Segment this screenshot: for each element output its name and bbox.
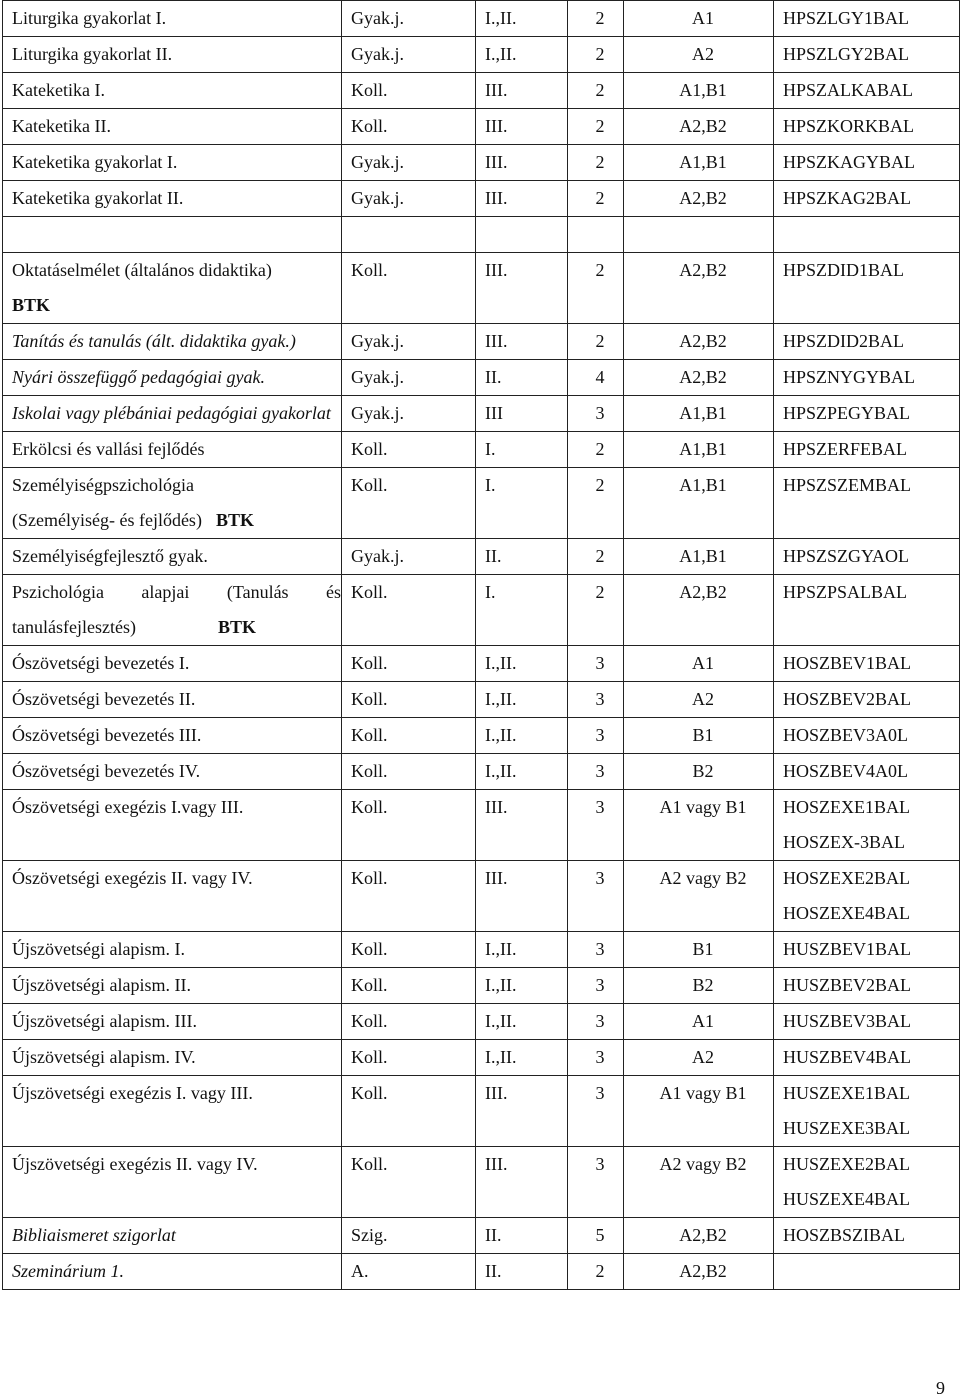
course-name: Ószövetségi bevezetés IV. — [3, 754, 342, 790]
course-code: HOSZEXE1BAL — [783, 797, 910, 817]
faculty-tag: BTK — [12, 295, 51, 315]
course-name: Liturgika gyakorlat I. — [3, 1, 342, 37]
course-name: Újszövetségi alapism. II. — [3, 968, 342, 1004]
course-credit: 2 — [568, 1, 624, 37]
course-credit: 3 — [568, 932, 624, 968]
course-group: A1,B1 — [624, 145, 774, 181]
course-type: Gyak.j. — [342, 145, 476, 181]
course-semester: I.,II. — [476, 1040, 568, 1076]
course-type: Gyak.j. — [342, 539, 476, 575]
course-credit: 2 — [568, 539, 624, 575]
course-code: HUSZEXE2BAL — [783, 1154, 910, 1174]
course-group: B1 — [624, 718, 774, 754]
course-group: A2 — [624, 1040, 774, 1076]
course-name: Kateketika gyakorlat II. — [3, 181, 342, 217]
empty-cell — [568, 217, 624, 253]
table-row — [3, 324, 960, 360]
course-name: Újszövetségi exegézis II. vagy IV. — [3, 1147, 342, 1218]
course-credit: 3 — [568, 1040, 624, 1076]
course-semester: III. — [476, 253, 568, 324]
course-code: HPSZNYGYBAL — [774, 360, 960, 396]
course-credit: 2 — [568, 468, 624, 539]
course-name: Pszichológia alapjai (Tanulás és — [12, 582, 341, 602]
empty-cell — [624, 217, 774, 253]
table-row — [3, 1076, 960, 1147]
table-row — [3, 432, 960, 468]
course-type: Gyak.j. — [342, 1, 476, 37]
course-credit: 2 — [568, 145, 624, 181]
course-name: Oktatáselmélet (általános didaktika) — [12, 260, 272, 280]
course-name: Liturgika gyakorlat II. — [3, 37, 342, 73]
course-semester: I.,II. — [476, 932, 568, 968]
course-semester: I.,II. — [476, 646, 568, 682]
empty-cell — [774, 217, 960, 253]
course-group: A2,B2 — [624, 253, 774, 324]
course-semester: I. — [476, 575, 568, 646]
empty-cell — [3, 217, 342, 253]
course-type: Koll. — [342, 682, 476, 718]
course-code-alt: HUSZEXE3BAL — [783, 1118, 910, 1138]
course-semester: I.,II. — [476, 1004, 568, 1040]
course-credit: 2 — [568, 1254, 624, 1290]
course-name: Ószövetségi exegézis I.vagy III. — [3, 790, 342, 861]
faculty-tag: BTK — [215, 510, 254, 530]
course-name: Bibliaismeret szigorlat — [3, 1218, 342, 1254]
spacer-row — [3, 217, 960, 253]
course-type: Koll. — [342, 754, 476, 790]
table-row — [3, 575, 960, 646]
course-name-cell — [3, 468, 342, 539]
course-name-cell — [3, 575, 342, 646]
course-code: HPSZDID2BAL — [774, 324, 960, 360]
course-credit: 3 — [568, 396, 624, 432]
course-type: Gyak.j. — [342, 360, 476, 396]
table-row — [3, 790, 960, 861]
course-group: A1,B1 — [624, 396, 774, 432]
course-name: Iskolai vagy plébániai pedagógiai gyakorlat — [3, 396, 342, 432]
course-credit: 2 — [568, 432, 624, 468]
table-row — [3, 968, 960, 1004]
table-row — [3, 109, 960, 145]
course-code: HOSZBEV2BAL — [774, 682, 960, 718]
course-credit: 3 — [568, 1147, 624, 1218]
table-row — [3, 932, 960, 968]
course-name-cell — [3, 253, 342, 324]
course-credit: 3 — [568, 790, 624, 861]
course-code: HPSZPEGYBAL — [774, 396, 960, 432]
course-semester: III — [476, 396, 568, 432]
table-row — [3, 1, 960, 37]
course-semester: III. — [476, 324, 568, 360]
course-name: Újszövetségi alapism. IV. — [3, 1040, 342, 1076]
course-code: HOSZEXE2BAL — [783, 868, 910, 888]
table-row — [3, 718, 960, 754]
course-name: Újszövetségi exegézis I. vagy III. — [3, 1076, 342, 1147]
course-type: A. — [342, 1254, 476, 1290]
course-code: HUSZBEV2BAL — [774, 968, 960, 1004]
course-type: Koll. — [342, 790, 476, 861]
course-code: HPSZALKABAL — [774, 73, 960, 109]
course-semester: I.,II. — [476, 37, 568, 73]
course-semester: I.,II. — [476, 718, 568, 754]
empty-cell — [476, 217, 568, 253]
course-group: A2 — [624, 37, 774, 73]
course-group: A2,B2 — [624, 1254, 774, 1290]
course-group: A2 vagy B2 — [624, 861, 774, 932]
course-code-alt: HOSZEX-3BAL — [783, 832, 905, 852]
course-name-line2: tanulásfejlesztés) — [12, 617, 136, 637]
course-type: Koll. — [342, 1040, 476, 1076]
course-group: A2,B2 — [624, 360, 774, 396]
course-code: HUSZEXE1BAL — [783, 1083, 910, 1103]
course-type: Koll. — [342, 932, 476, 968]
course-semester: I. — [476, 432, 568, 468]
course-semester: III. — [476, 181, 568, 217]
course-semester: I. — [476, 468, 568, 539]
course-group: A2 — [624, 682, 774, 718]
course-code: HPSZKAG2BAL — [774, 181, 960, 217]
table-row — [3, 1040, 960, 1076]
course-credit: 3 — [568, 682, 624, 718]
course-type: Koll. — [342, 1147, 476, 1218]
course-group: A1,B1 — [624, 73, 774, 109]
course-name: Személyiségfejlesztő gyak. — [3, 539, 342, 575]
course-type: Koll. — [342, 109, 476, 145]
course-credit: 2 — [568, 575, 624, 646]
course-credit: 2 — [568, 181, 624, 217]
course-name: Ószövetségi exegézis II. vagy IV. — [3, 861, 342, 932]
course-credit: 2 — [568, 109, 624, 145]
course-code: HPSZDID1BAL — [774, 253, 960, 324]
course-group: A1,B1 — [624, 468, 774, 539]
course-type: Koll. — [342, 968, 476, 1004]
table-row — [3, 396, 960, 432]
course-name: Kateketika II. — [3, 109, 342, 145]
course-type: Szig. — [342, 1218, 476, 1254]
course-code: HUSZBEV1BAL — [774, 932, 960, 968]
course-credit: 3 — [568, 968, 624, 1004]
table-row — [3, 682, 960, 718]
course-code: HPSZSZGYAOL — [774, 539, 960, 575]
course-semester: II. — [476, 1218, 568, 1254]
empty-cell — [342, 217, 476, 253]
course-type: Gyak.j. — [342, 181, 476, 217]
course-code: HPSZLGY2BAL — [774, 37, 960, 73]
course-name: Ószövetségi bevezetés I. — [3, 646, 342, 682]
course-code-alt: HOSZEXE4BAL — [783, 903, 910, 923]
course-code: HPSZERFEBAL — [774, 432, 960, 468]
table-row — [3, 37, 960, 73]
course-code-cell — [774, 861, 960, 932]
course-type: Koll. — [342, 253, 476, 324]
course-semester: II. — [476, 539, 568, 575]
course-name: Szeminárium 1. — [3, 1254, 342, 1290]
course-code: HPSZLGY1BAL — [774, 1, 960, 37]
course-code-cell — [774, 1076, 960, 1147]
course-semester: II. — [476, 360, 568, 396]
course-semester: I.,II. — [476, 754, 568, 790]
course-semester: III. — [476, 790, 568, 861]
course-credit: 3 — [568, 861, 624, 932]
course-semester: III. — [476, 1076, 568, 1147]
course-table — [2, 0, 960, 1290]
course-credit: 3 — [568, 718, 624, 754]
course-group: A2,B2 — [624, 1218, 774, 1254]
course-group: B1 — [624, 932, 774, 968]
table-row — [3, 646, 960, 682]
course-group: A2,B2 — [624, 575, 774, 646]
table-row — [3, 181, 960, 217]
course-code-alt: HUSZEXE4BAL — [783, 1189, 910, 1209]
course-group: A1 — [624, 1004, 774, 1040]
course-credit: 4 — [568, 360, 624, 396]
course-name: Erkölcsi és vallási fejlődés — [3, 432, 342, 468]
course-semester: III. — [476, 73, 568, 109]
course-code: HUSZBEV4BAL — [774, 1040, 960, 1076]
course-group: A1,B1 — [624, 432, 774, 468]
course-semester: I.,II. — [476, 1, 568, 37]
faculty-tag: BTK — [217, 617, 256, 637]
course-group: A1 vagy B1 — [624, 1076, 774, 1147]
course-type: Gyak.j. — [342, 396, 476, 432]
course-name: Nyári összefüggő pedagógiai gyak. — [3, 360, 342, 396]
course-semester: III. — [476, 109, 568, 145]
course-code: HPSZSZEMBAL — [774, 468, 960, 539]
course-semester: III. — [476, 145, 568, 181]
course-group: A2,B2 — [624, 181, 774, 217]
course-code-cell — [774, 1147, 960, 1218]
course-code: HPSZKORKBAL — [774, 109, 960, 145]
course-credit: 2 — [568, 73, 624, 109]
course-type: Koll. — [342, 73, 476, 109]
course-name: Kateketika gyakorlat I. — [3, 145, 342, 181]
table-row — [3, 1254, 960, 1290]
course-code — [774, 1254, 960, 1290]
course-name: Ószövetségi bevezetés III. — [3, 718, 342, 754]
course-group: A2,B2 — [624, 109, 774, 145]
course-credit: 2 — [568, 253, 624, 324]
course-code: HPSZPSALBAL — [774, 575, 960, 646]
course-semester: II. — [476, 1254, 568, 1290]
course-type: Koll. — [342, 468, 476, 539]
page-number: 9 — [936, 1378, 945, 1398]
course-group: B2 — [624, 968, 774, 1004]
course-code: HOSZBSZIBAL — [774, 1218, 960, 1254]
course-credit: 3 — [568, 646, 624, 682]
course-semester: III. — [476, 861, 568, 932]
course-type: Gyak.j. — [342, 37, 476, 73]
table-row — [3, 360, 960, 396]
table-row — [3, 539, 960, 575]
course-credit: 2 — [568, 324, 624, 360]
course-code: HOSZBEV4A0L — [774, 754, 960, 790]
table-row — [3, 468, 960, 539]
table-row — [3, 1218, 960, 1254]
course-name: Ószövetségi bevezetés II. — [3, 682, 342, 718]
table-row — [3, 253, 960, 324]
course-group: A1 — [624, 646, 774, 682]
course-type: Koll. — [342, 1004, 476, 1040]
course-code-cell — [774, 790, 960, 861]
course-type: Koll. — [342, 861, 476, 932]
course-name: Kateketika I. — [3, 73, 342, 109]
course-code: HOSZBEV1BAL — [774, 646, 960, 682]
table-row — [3, 1004, 960, 1040]
course-name: Tanítás és tanulás (ált. didaktika gyak.) — [3, 324, 342, 360]
course-code: HPSZKAGYBAL — [774, 145, 960, 181]
table-row — [3, 73, 960, 109]
course-name-line2: (Személyiség- és fejlődés) — [12, 510, 202, 530]
course-credit: 3 — [568, 1004, 624, 1040]
course-group: A1 vagy B1 — [624, 790, 774, 861]
table-row — [3, 754, 960, 790]
course-name: Újszövetségi alapism. I. — [3, 932, 342, 968]
course-type: Koll. — [342, 575, 476, 646]
course-name: Újszövetségi alapism. III. — [3, 1004, 342, 1040]
table-row — [3, 861, 960, 932]
course-type: Gyak.j. — [342, 324, 476, 360]
table-row — [3, 145, 960, 181]
course-group: A2 vagy B2 — [624, 1147, 774, 1218]
course-type: Koll. — [342, 1076, 476, 1147]
course-name: Személyiségpszichológia — [12, 475, 194, 495]
course-semester: I.,II. — [476, 682, 568, 718]
course-credit: 2 — [568, 37, 624, 73]
course-type: Koll. — [342, 432, 476, 468]
course-group: A2,B2 — [624, 324, 774, 360]
course-group: A1 — [624, 1, 774, 37]
course-type: Koll. — [342, 718, 476, 754]
course-group: B2 — [624, 754, 774, 790]
course-type: Koll. — [342, 646, 476, 682]
course-semester: I.,II. — [476, 968, 568, 1004]
table-row — [3, 1147, 960, 1218]
course-code: HOSZBEV3A0L — [774, 718, 960, 754]
course-credit: 3 — [568, 1076, 624, 1147]
course-semester: III. — [476, 1147, 568, 1218]
course-credit: 5 — [568, 1218, 624, 1254]
course-group: A1,B1 — [624, 539, 774, 575]
course-code: HUSZBEV3BAL — [774, 1004, 960, 1040]
course-credit: 3 — [568, 754, 624, 790]
